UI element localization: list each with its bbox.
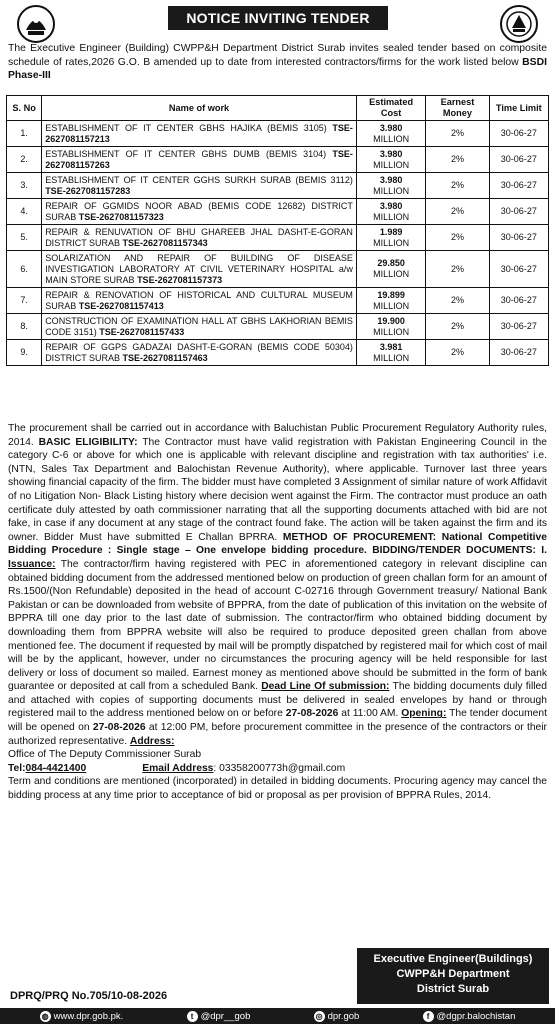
cost-value: 3.980 xyxy=(379,148,403,159)
row-money: 2% xyxy=(426,121,489,147)
body-p1: The procurement shall be carried out in accordance with Baluchistan Public Procurement Regulatory Authority rules, 2014. xyxy=(8,423,547,448)
row-sno: 3. xyxy=(7,173,42,199)
body-p8: Term and conditions are mentioned (incorporated) in detailed in bidding documents. Procuring agency may cancel the bidding process at any time prior to acceptance of bid or proposal as per provision of BPPRA Rules, 2014. xyxy=(8,776,547,802)
row-money: 2% xyxy=(426,225,489,251)
body-p3: The contractor/firm having registered with PEC in aforementioned category in relevant discipline can obtained bidding document from the addressed mentioned below on production of green challan form for an amount of Rs.1500/(Non Refundable) deposited in the head of account C-02716 through Government treasury/ National Bank Pakistan or can be downloaded from website of BPPRA, from the date of publication of this invitation on the website of BPPRA till one day prior to the last date of submission. The contractor/firm who obtained bidding document by downloading them from BPPRA website will also be required to produce deposited green challan from above mentioned fee. The document if requested by mail will be promptly dispatched by registered mail for which cost of mail will be by the applicant, however, under no circumstances the procuring agency will be held responsible for last delivery or loss of document so mailed. Earnest money as mentioned above should be submitted in the form of bank guarantee or deposited at call from a scheduled Bank. xyxy=(8,558,547,693)
intro-paragraph xyxy=(8,42,547,83)
work-name: REPAIR OF GGMIDS NOOR ABAD (BEMIS CODE 12682) DISTRICT SURAB xyxy=(45,200,353,222)
email-label: Email Address xyxy=(142,762,214,774)
row-time: 30-06-27 xyxy=(489,121,548,147)
work-name: ESTABLISHMENT OF IT CENTER GBHS DUMB (BEMIS 3104) xyxy=(45,148,327,159)
header-work: Name of work xyxy=(42,96,357,121)
work-name: REPAIR & RENUVATION OF BHU GHAREEB JHAL DASHT-E-GORAN DISTRICT SURAB xyxy=(45,226,353,248)
row-cost xyxy=(356,173,425,199)
cost-unit: MILLION xyxy=(373,211,410,222)
cost-unit: MILLION xyxy=(373,185,410,196)
cost-value: 3.981 xyxy=(379,341,403,352)
cost-unit: MILLION xyxy=(373,300,410,311)
row-work xyxy=(42,340,357,366)
row-cost xyxy=(356,121,425,147)
social-instagram[interactable] xyxy=(314,1011,360,1022)
table-row xyxy=(7,340,549,366)
facebook-icon: f xyxy=(423,1011,434,1022)
row-money: 2% xyxy=(426,173,489,199)
cost-value: 1.989 xyxy=(379,226,403,237)
sign-line-2: CWPP&H Department xyxy=(396,968,510,980)
opening-label: Opening: xyxy=(401,708,447,720)
cost-unit: MILLION xyxy=(373,352,410,363)
page-title: NOTICE INVITING TENDER xyxy=(168,6,388,30)
row-cost xyxy=(356,314,425,340)
tse-code: TSE-2627081157283 xyxy=(45,185,131,196)
body-p6: The tender document will be opened on xyxy=(8,708,547,734)
header-time: Time Limit xyxy=(489,96,548,121)
tse-code: TSE-2627081157373 xyxy=(137,274,223,285)
row-time: 30-06-27 xyxy=(489,251,548,288)
work-name: ESTABLISHMENT OF IT CENTER GBHS HAJIKA (BEMIS 3105) xyxy=(45,122,327,133)
cost-value: 3.980 xyxy=(379,200,403,211)
header-money: Earnest Money xyxy=(426,96,489,121)
cost-unit: MILLION xyxy=(373,159,410,170)
twitter-icon: t xyxy=(187,1011,198,1022)
address-value: Office of The Deputy Commissioner Surab xyxy=(8,749,202,761)
table-row xyxy=(7,173,549,199)
row-money: 2% xyxy=(426,340,489,366)
table-row xyxy=(7,147,549,173)
work-name: SOLARIZATION AND REPAIR OF BUILDING OF DISEASE INVESTIGATION LABORATORY AT CIVIL VETERINARY HOSPITAL a/w MAIN STORE SURAB xyxy=(45,252,353,285)
social-text: www.dpr.gob.pk. xyxy=(53,1010,124,1022)
work-name: REPAIR & RENOVATION OF HISTORICAL AND CULTURAL MUSEUM SURAB xyxy=(45,289,353,311)
balochistan-emblem-logo xyxy=(16,4,56,44)
table-row xyxy=(7,288,549,314)
work-name: CONSTRUCTION OF EXAMINATION HALL AT GBHS LAKHORIAN BEMIS CODE 3151) xyxy=(45,315,353,337)
method-label: METHOD OF PROCUREMENT: National Competitive Bidding Procedure : Single stage – One envelope bidding procedure. BIDDING/TENDER DOCUMENTS: I. xyxy=(8,531,547,557)
row-work xyxy=(42,173,357,199)
row-money: 2% xyxy=(426,199,489,225)
instagram-icon: ◎ xyxy=(314,1011,325,1022)
row-sno: 6. xyxy=(7,251,42,288)
deadline-label: Dead Line Of submission: xyxy=(261,681,390,693)
basic-eligibility-label: BASIC ELIGIBILITY: xyxy=(38,436,138,448)
cost-value: 19.899 xyxy=(377,289,405,300)
reference-number: DPRQ/PRQ No.705/10-08-2026 xyxy=(10,990,168,1002)
tse-code: TSE-2627081157213 xyxy=(45,122,353,144)
sign-line-1: Executive Engineer(Buildings) xyxy=(373,953,533,965)
cost-unit: MILLION xyxy=(373,326,410,337)
row-time: 30-06-27 xyxy=(489,340,548,366)
row-money: 2% xyxy=(426,251,489,288)
row-work xyxy=(42,199,357,225)
cost-value: 29.850 xyxy=(377,258,405,268)
tse-code: TSE-2627081157433 xyxy=(99,326,185,337)
tel-label: Tel: xyxy=(8,762,26,774)
row-work xyxy=(42,288,357,314)
row-work xyxy=(42,314,357,340)
body-p7: at 12:00 PM, before procurement committee in the presence of the contractors or their authorized representative. xyxy=(8,722,547,747)
row-sno: 5. xyxy=(7,225,42,251)
cost-unit: MILLION xyxy=(373,269,410,279)
header-cost: Estimated Cost xyxy=(356,96,425,121)
row-work xyxy=(42,225,357,251)
cost-unit: MILLION xyxy=(373,237,410,248)
social-text: @dpr__gob xyxy=(200,1010,251,1022)
social-facebook[interactable] xyxy=(423,1011,516,1022)
body-p2: The Contractor must have valid registration with Pakistan Engineering Council in the category C-6 or above for which one is applicable with relevant discipline and registration with tax authorities' i.e. (NTN, Sales Tax Department and Balochistan Revenue Authority), where applicable. Turnover last three years showing financial capacity of the firm. The bidder must have completed 3 Assignment of similar nature of work Affidavit of no Litigation Non- Black Listing history where decision went against the Firm. The contractor must produce an oath certificate duly attested by oath commissioner narrating that all the supporting documents attached with bid are not fake, in case if any document at any stage of the contract found fake. The action will be taken against the firm and its owner. Bidder Must have submitted E Challan BPRRA. xyxy=(8,436,547,543)
email-value[interactable]: : 03358200773h@gmail.com xyxy=(213,762,346,774)
social-text: @dgpr.balochistan xyxy=(436,1010,516,1022)
cost-value: 19.900 xyxy=(377,315,405,326)
globe-icon: ◍ xyxy=(40,1011,51,1022)
body-paragraph xyxy=(8,422,547,803)
tse-code: TSE-2627081157413 xyxy=(78,300,164,311)
row-sno: 7. xyxy=(7,288,42,314)
row-sno: 9. xyxy=(7,340,42,366)
work-name: REPAIR OF GGPS GADAZAI DASHT-E-GORAN (BEMIS CODE 50304) DISTRICT SURAB xyxy=(45,341,353,363)
tse-code: TSE-2627081157343 xyxy=(122,237,208,248)
issuance-label: Issuance: xyxy=(8,558,56,570)
tse-code: TSE-2627081157263 xyxy=(45,148,353,170)
tel-value: 084-4421400 xyxy=(25,762,87,774)
contact-line xyxy=(8,762,547,776)
row-cost xyxy=(356,288,425,314)
table-header-row xyxy=(7,96,549,121)
table-row xyxy=(7,251,549,288)
intro-text: The Executive Engineer (Building) CWPP&H Department District Surab invites sealed tender based on composite schedule of rates,2026 G.O. B amended up to date from interested contractors/firms for the work listed below xyxy=(8,43,547,68)
tender-table xyxy=(6,95,549,366)
address-label: Address: xyxy=(129,735,175,747)
row-money: 2% xyxy=(426,147,489,173)
government-emblem-logo xyxy=(499,4,539,44)
row-sno: 4. xyxy=(7,199,42,225)
cost-value: 3.980 xyxy=(379,174,403,185)
intro-phase: BSDI Phase-III xyxy=(8,56,547,81)
signature-box xyxy=(357,948,549,1004)
row-sno: 2. xyxy=(7,147,42,173)
table-row xyxy=(7,199,549,225)
row-cost xyxy=(356,199,425,225)
row-work xyxy=(42,251,357,288)
row-sno: 8. xyxy=(7,314,42,340)
cost-unit: MILLION xyxy=(373,133,410,144)
row-time: 30-06-27 xyxy=(489,314,548,340)
cost-value: 3.980 xyxy=(379,122,403,133)
table-row xyxy=(7,121,549,147)
social-website[interactable] xyxy=(40,1011,124,1022)
sign-line-3: District Surab xyxy=(416,983,490,995)
body-p5: at 11:00 AM. xyxy=(338,708,402,720)
social-twitter[interactable] xyxy=(187,1011,251,1022)
row-time: 30-06-27 xyxy=(489,225,548,251)
row-money: 2% xyxy=(426,314,489,340)
work-name: ESTABLISHMENT OF IT CENTER GGHS SURKH SURAB (BEMIS 3112) xyxy=(45,174,353,185)
table-row xyxy=(7,314,549,340)
row-time: 30-06-27 xyxy=(489,288,548,314)
row-cost xyxy=(356,147,425,173)
header-sno: S. No xyxy=(7,96,42,121)
opening-date: 27-08-2026 xyxy=(92,722,146,734)
table-row xyxy=(7,225,549,251)
row-time: 30-06-27 xyxy=(489,147,548,173)
row-cost xyxy=(356,340,425,366)
row-work xyxy=(42,147,357,173)
row-sno: 1. xyxy=(7,121,42,147)
row-work xyxy=(42,121,357,147)
row-time: 30-06-27 xyxy=(489,199,548,225)
deadline-date: 27-08-2026 xyxy=(285,708,339,720)
tse-code: TSE-2627081157323 xyxy=(78,211,164,222)
body-p4: The bidding documents duly filled and attached with copies of supporting documents must be delivered in sealed envelopes by hand or through registered mail to the address mentioned below on or before xyxy=(8,681,547,720)
social-bar xyxy=(0,1008,555,1024)
social-text: dpr.gob xyxy=(327,1010,360,1022)
tse-code: TSE-2627081157463 xyxy=(122,352,208,363)
row-cost xyxy=(356,251,425,288)
row-money: 2% xyxy=(426,288,489,314)
row-time: 30-06-27 xyxy=(489,173,548,199)
row-cost xyxy=(356,225,425,251)
